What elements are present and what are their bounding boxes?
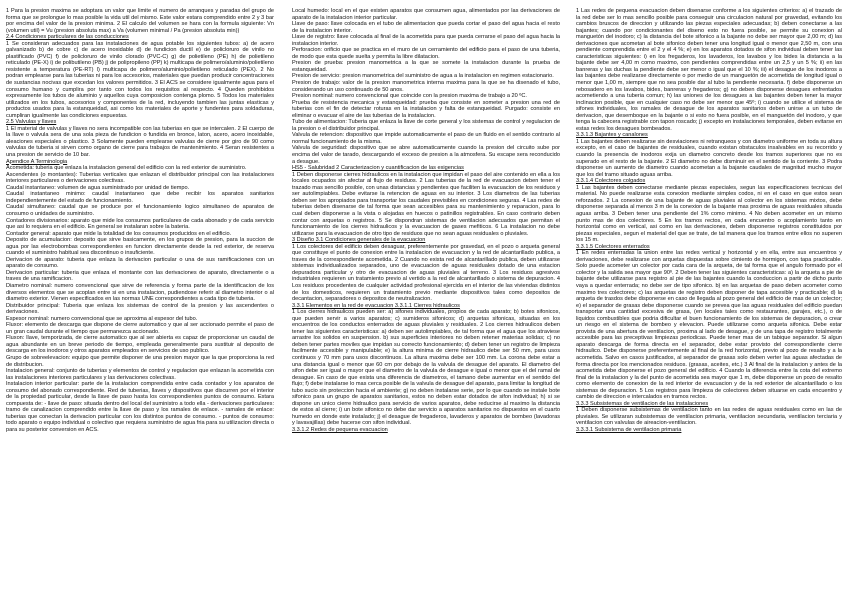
body-paragraph: Derivacion de aparato: tuberia que enlaza la derivacion particular o una de sus ramificaciones con un aparato de consumo. <box>6 256 274 270</box>
section-heading: Apendice A Terminologia <box>6 158 68 165</box>
text-column-2 <box>292 8 560 596</box>
body-paragraph: 1 Los colectores del edificio deben desaguar, preferentemente por gravedad, en el pozo o arqueta general que constituye el punto de conexion entre la instalacion de evacuacion y la red de alcantarillado publica, a traves de la correspondiente acometida. 2 Cuando no exista red de alcantarillado publica, deben utilizarse sistemas individualizados separados, uno de evacuacion de aguas residuales dotado de una estacion depuradora particular y otro de evacuacion de aguas pluviales al terreno. 3 Los residuos agresivos industriales requieren un tratamiento previo al vertido a la red de alcantarillado o sistema de depuracion. 4 Los residuos procedentes de cualquier actividad profesional ejercida en el interior de las viviendas distintos de los domesticos, requieren un tratamiento previo mediante dispositivos tales como depositos de decantacion, separadores o depositos de neutralizacion. <box>292 243 560 303</box>
text-column-1 <box>6 8 274 596</box>
section-heading: 3.3.1.3 Bajantes y canalones <box>576 132 648 139</box>
body-paragraph: 1 Las bajantes deben conectarse mediante piezas especiales, segun las especificaciones tecnicas del material. No puede realizarse esta conexion mediante simples codos, ni en el caso en que estos sean reforzados. 2 La conexion de una bajante de aguas pluviales al colector en los sistemas mixtos, debe disponerse separada al menos 3 m de la conexion de la bajante mas proxima de aguas residuales situada aguas arriba. 3 Deben tener una pendiente del 1% como minimo. 4 No deben acometer en un mismo punto mas de dos colectores. 5 En los tramos rectos, en cada encuentro o acoplamiento tanto en horizontal como en vertical, asi como en las derivaciones, deben disponerse registros constituidos por piezas especiales, segun el material del que se trate, de tal manera que los tramos entre ellos no superen los 15 m. <box>576 184 842 244</box>
body-paragraph: Espesor nominal: numero convencional que se aproxima al espesor del tubo. <box>6 315 198 322</box>
body-paragraph: Perforacion: orificio que se practica en el muro de un cerramiento del edificio para el paso de una tuberia, de modo que esta quede suelta y permita la libre dilatacion. <box>292 47 560 60</box>
body-paragraph: 1 El material de valvulas y llaves no sera incompatible con las tuberias en que se intercalen. 2 El cuerpo de la llave o valvula sera de una sola pieza de fundicion o fundida en bronce, laton, acero, acero inoxidable, aleaciones especiales o plastico. 3 Solamente pueden emplearse valvulas de cierre por giro de 90 como valvulas de tuberia si sirven como organo de cierre para trabajos de mantenimiento. 4 Seran resistentes a una presion de servicio de 10 bar. <box>6 125 274 159</box>
body-paragraph: Valvula de retencion: dispositivo que impide automaticamente el paso de un fluido en el sentido contrario al normal funcionamiento de la misma. <box>292 132 560 145</box>
body-paragraph: Contador general: aparato que mide la totalidad de los consumos producidos en el edificio. <box>6 230 232 237</box>
body-paragraph: Llave de registro: llave colocada al final de la acometida para que pueda cerrarse el paso del agua hacia la instalacion interior. <box>292 34 560 47</box>
body-paragraph: Derivacion particular: tuberia que enlaza el montante con las derivaciones de aparato, directamente o a traves de una ramificacion. <box>6 269 274 283</box>
body-paragraph: 1 Las bajantes deben realizarse sin desviaciones ni retranqueos y con diametro uniforme en toda su altura excepto, en el caso de bajantes de residuales, cuando existan obstaculos insalvables en su recorrido y cuando la presencia de inodoros exija un diametro concreto desde los tramos superiores que no es superado en el resto de la bajante. 2 El diametro no debe disminuir en el sentido de la corriente. 3 Podra disponerse un aumento de diametro cuando acometan a la bajante caudales de magnitud mucho mayor que los del tramo situado aguas arriba. <box>576 138 842 178</box>
body-paragraph: Distribuidor principal: Tuberia que enlaza los sistemas de control de la presion y las ascendentes o derivaciones. <box>6 302 274 316</box>
body-paragraph: 1 En redes enterradas la union entre las redes vertical y horizontal y en ella, entre sus encuentros y derivaciones, debe realizarse con arquetas dispuestas sobre cimiento de hormigon, con tapa practicable. Solo puede acometer un colector por cada cara de la arqueta, de tal forma que el angulo formado por el colector y la salida sea mayor que 90º. 2 Deben tener las siguientes caracteristicas: a) la arqueta a pie de bajante debe utilizarse para registro al pie de las bajantes cuando la conduccion a partir de dicho punto vaya a quedar enterrada; no debe ser de tipo sifonico. b) en las arquetas de paso deben acometer como maximo tres colectores; c) las arquetas de registro deben disponer de tapa accesible y practicable; d) la arqueta de trasdos debe disponerse en caso de llegada al pozo general del edificio de mas de un colector; e) el separador de grasas debe disponerse cuando se prevea que las aguas residuales del edificio puedan transportar una cantidad excesiva de grasa, (en locales tales como restaurantes, garajes, etc.), o de liquidos combustibles que podria dificultar el buen funcionamiento de los sistemas de depuracion, o crear un riesgo en el sistema de bombeo y elevacion. Puede utilizarse como arqueta sifonica. Debe estar provista de una abertura de ventilacion, proxima al lado de desague, y de una tapa de registro totalmente accesible para las preceptivas limpiezas periodicas. Puede tener mas de un tabique separador. Si algun aparato descarga de forma directa en el separador, debe estar provisto del correspondiente cierre hidraulico. Debe disponerse preferentemente al final de la red horizontal, previo al pozo de resalto y a la acometida. Salvo en casos justificados, al separador de grasas solo deben verter las aguas afectadas de forma directa por los mencionados residuos. (grasas, aceites, etc.) 3 Al final de la instalacion y antes de la acometida debe disponerse el pozo general del edificio. 4 Cuando la diferencia entre la cota del extremo final de la instalacion y la del punto de acometida sea mayor que 1 m, debe disponerse un pozo de resalto como elemento de conexion de la red interior de evacuacion y de la red exterior de alcantarillado o los sistemas de depuracion. 5 Los registros para limpieza de colectores deben situarse en cada encuentro y cambio de direccion e intercalados en tramos rectos. <box>576 250 842 401</box>
body-paragraph: Presion nominal: numero convencional que coincide con la presion maxima de trabajo a 20 ºC. <box>292 93 527 100</box>
section-heading: 2.4 Condiciones particulares de las conducciones <box>6 34 129 41</box>
body-paragraph: Caudal simultaneo: caudal que se produce por el funcionamiento logico simultaneo de aparatos de consumo o unidades de suministro. <box>6 204 274 217</box>
section-heading: 3.3.1.5 Colectores enterrados <box>576 243 650 250</box>
body-paragraph: Ascendentes (o montantes): Tuberias verticales que enlazan el distribuidor principal con las instalaciones interiores particulares o derivaciones colectivas. <box>6 171 274 185</box>
body-paragraph: 1 Las redes de pequena evacuacion deben disenarse conforme a los siguientes criterios: a) el trazado de la red debe ser lo mas sencillo posible para conseguir una circulacion natural por gravedad, evitando los cambios bruscos de direccion y utilizando las piezas especiales adecuadas; b) deben conectarse a las bajantes; cuando por condicionantes del diseno esto no fuera posible, se permite su conexion al manguetón del inodoro; c) la distancia del bote sifonico a la bajante no debe ser mayor que 2,00 m; d) las derivaciones que acometan al bote sifonico deben tener una longitud igual o menor que 2,50 m, con una pendiente comprendida entre el 2 y el 4 %; e) en los aparatos dotados de sifon individual deben tener las caracteristicas siguientes: i) en los fregaderos, los lavaderos, los lavabos y los bides la distancia a la bajante debe ser 4,00 m como maximo, con pendientes comprendidas entre un 2,5 y un 5 %; ii) en las banreras y las duchas la pendiente debe ser menor o igual que el 10 %; iii) el desague de los inodoros a las bajantes debe realizarse directamente o por medio de un manguetón de acometida de longitud igual o menor que 1,00 m, siempre que no sea posible dar al tubo la pendiente necesaria. f) debe disponerse un rebosadero en los lavabos, bides, banreras y fregaderos; g) no deben disponerse desagues enfrentados acometiendo a una tuberia comun; h) las uniones de los desagues a las bajantes deben tener la mayor inclinacion posible, que en cualquier caso no debe ser menor que 45º; i) cuando se utilice el sistema de sifones individuales, los ramales de desague de los aparatos sanitarios deben unirse a un tubo de derivacion, que desemboque en la bajante o si esto no fuera posible, en el manguetón del inodoro, y que tenga la cabecera registrable con tapon roscado; j) excepto en instalaciones temporales, deben evitarse en estas redes los desagues bombeados. <box>576 8 842 132</box>
section-heading: 3.3.1 Elementos en la red de evacuacion 3.3.1.1 Cierres hidraulicos <box>292 302 460 309</box>
body-paragraph: Caudal instantaneo minimo: caudal instantaneo que debe recibir los aparatos sanitarios independientemente del estado de funcionamiento. <box>6 191 274 204</box>
body-paragraph: 1 Los cierres hidraulicos pueden ser: a) sifones individuales, propios de cada aparato; b) botes sifonicos, que pueden servir a varios aparatos; c) sumideros sifonicos; d) arquetas sifonicas, situadas en los encuentros de los conductos enterrados de aguas pluviales y residuales. 2 Los cierres hidraulicos deben tener las siguientes caracteristicas: a) deben ser autolimpiables, de tal forma que el agua que los atraviese arrastre los solidos en suspension. b) sus superficies interiores no deben retener materias solidas; c) no deben tener partes moviles que impidan su correcto funcionamiento; d) deben tener un registro de limpieza facilmente accesible y manipulable; e) la altura minima de cierre hidraulico debe ser 50 mm, para usos continuos y 70 mm para usos discontinuos. La altura maxima debe ser 100 mm. La corona debe estar a una distancia igual o menor que 60 cm por debajo de la valvula de desague del aparato. El diametro del sifon debe ser igual o mayor que el diametro de la valvula de desague e igual o menor que el del ramal de desague. En caso de que exista una diferencia de diametros, el tamano debe aumentar en el sentido del flujo; f) debe instalarse lo mas cerca posible de la valvula de desague del aparato, para limitar la longitud de tubo sucio sin proteccion hacia el ambiente; g) no deben instalarse serie, por lo que cuando se instale bote sifonico para un grupo de aparatos sanitarios, estos no deben estar dotados de sifon individual; h) si se dispone un unico cierre hidraulico para servicio de varios aparatos, debe reducirse al maximo la distancia de estos al cierre; i) un bote sifonico no debe dar servicio a aparatos sanitarios no dispuestos en el cuarto humedo en donde este instalado; j) el desague de fregaderos, lavaderos y aparatos de bombeo (lavadoras y lavavajillas) debe hacerse con sifon individual. <box>292 309 560 427</box>
section-heading: 3.3.3.1 Subsistema de ventilacion primaria <box>576 427 682 433</box>
section-heading: 2.5 Valvulas y llaves <box>6 119 57 126</box>
body-paragraph: Instalacion interior particular: parte de la instalacion comprendida entre cada contador y los aparatos de consumo del abonado correspondiente. Red de tuberias, llaves y dispositivos que discurren por el interior de la propiedad particular, desde la llave de paso hasta los correspondientes puntos de consumo. Estara compuesta de: - llave de paso: situada dentro del local del suministro a todo ella - derivaciones particulares: tramo de canalizacion comprendido entre la llave de paso y los ramales de enlace. - ramales de enlace: tuberias que conectan la derivacion particular con los distintos puntos de consumo. - puntos de consumo: todo aparato o equipo individual o colectivo que requiera suministro de agua fria para su utilizacion directa o para su posterior conversion en ACS. <box>6 381 274 433</box>
body-paragraph: Contadores divisionarios: aparato que mide los consumos particulares de cada abonado y de cada servicio que asi lo requiera en el edificio. En general se instalaran sobre la bateria. <box>6 217 274 231</box>
section-heading: 3 Diseño 3.1 Condiciones generales de la evacuacion <box>292 237 426 244</box>
body-paragraph: Fluxon: llave, temporizada, de cierre automatico que al ser abierta es capaz de proporcionar un caudal de agua abundante en un breve periodo de tiempo, empleada generalmente para sustituir al deposito de descarga en los inodoros y otros aparatos empleados en servicios de uso publico. <box>6 335 274 355</box>
section-heading: 3.3.1.2 Redes de pequena evacuacion <box>292 427 388 433</box>
body-paragraph: Tubo de alimentacion: Tuberia que enlaza la llave de corte general y los sistemas de control y regulacion de la presion o el distribuidor principal. <box>292 119 560 132</box>
body-paragraph: 1 Para la presion maxima se adoptara un valor que limite el numero de arranques y paradas del grupo de forma que se prolongue lo mas posible la vida util del mismo. Este valor estara comprendido entre 2 y 3 bar por encima del valor de la presion minima. 2 El calculo del volumen se hara con la formula siguiente: Vn (volumen util) = Vu (presion absoluta max) a Va (volumen minimal / Pa (presion absoluta min)) <box>6 8 274 34</box>
body-paragraph: Local humedo: local en el que existen aparatos que consumen agua, alimentados por las derivaciones de aparato de la instalacion interior particular. <box>292 8 560 21</box>
body-paragraph: Deposito de acumulacion: deposito que sirve basicamente, en los grupos de presion, para la succion de agua por las electrobombas correspondientes en funcion directamente desde la red exterior, de reserva cuando el suministro habitual sea discontinuo o insuficiente. <box>6 237 274 257</box>
body-paragraph: Presion de prueba: presion manometrica a la que se somete la instalacion durante la prueba de estanqueidad. <box>292 60 560 73</box>
body-paragraph: Grupo de sobreelevacion: equipo que permite disponer de una presion mayor que la que proporciona la red de distribucion. <box>6 354 274 368</box>
body-paragraph: Diametro nominal: numero convencional que sirve de referencia y forma parte de la identificacion de los diversos elementos que se acoplan entre si en una instalacion, pudiendose referir al diametro interior o al diametro exterior. Vienen especificados en las normas UNE correspondientes a cada tipo de tuberia. <box>6 282 274 303</box>
body-paragraph: Valvula de seguridad: dispositivo que se abre automaticamente cuando la presion del circuito sube por encima del valor de tarado, descargando el exceso de presion a la atmosfera. Su escape sera reconducido a desague. <box>292 145 560 165</box>
section-heading: HS5 - Salubridad 2 Caracterizacion y cuantificacion de las exigencias <box>292 165 464 172</box>
body-paragraph: Llave de paso: llave colocada en el tubo de alimentacion que pueda cortar el paso del agua hacia el resto de la instalacion interior. <box>292 21 560 34</box>
body-paragraph: Instalacion general: conjunto de tuberias y elementos de control y regulacion que enlazan la acometida con las instalaciones interiores particulares y las derivaciones colectivas. <box>6 368 274 381</box>
body-paragraph: Caudal instantaneo: volumen de agua suministrado por unidad de tiempo. <box>6 184 190 191</box>
body-paragraph: Acometida: tuberia que enlaza la instalacion general del edificio con la red exterior de suministro. <box>6 165 247 172</box>
body-paragraph: Presion de trabajo: valor de la presion manometrica interna maxima para la que se ha disenado el tubo, considerando un uso continuado de 50 anos. <box>292 80 560 93</box>
section-heading: 3.3.3 Subsistemas de ventilacion de las instalaciones <box>576 400 709 407</box>
body-paragraph: 1 Deben disponerse subsistemas de ventilacion tanto en las redes de aguas residuales como en las de pluviales. Se utilizaran subsistemas de ventilacion primaria, ventilacion secundaria, ventilacion terciaria y ventilacion con valvulas de aireacion-ventilacion. <box>576 407 842 427</box>
body-paragraph: Presion de servicio: presion manometrica del suministro de agua a la instalacion en regimen estacionario. <box>292 73 554 80</box>
body-paragraph: 1 Deben disponerse cierres hidraulicos en la instalacion que impidan el paso del aire contenido en ella a los locales ocupados sin afectar al flujo de residuos. 2 Las tuberias de la red de evacuacion deben tener el trazado mas sencillo posible, con unas distancias y pendientes que faciliten la evacuacion de los residuos y ser autolimpiables. Debe evitarse la retencion de aguas en su interior. 3 Los diametros de las tuberias deben ser los apropiados para transportar los caudales previsibles en condiciones seguras. 4 Las redes de tuberias deben disenarse de tal forma que sean accesibles para su mantenimiento y reparacion, para lo cual deben disponerse a la vista o alojadas en huecos o patinillos registrables. En caso contrario deben contar con arquetas o registros. 5 Se dispondran sistemas de ventilacion adecuados que permitan el funcionamiento de los cierres hidraulicos y la evacuacion de gases mefiticos. 6 La instalacion no debe utilizarse para la evacuacion de otro tipo de residuos que no sean aguas residuales o pluviales. <box>292 171 560 237</box>
text-column-3 <box>576 8 842 596</box>
body-paragraph: Prueba de resistencia mecanica y estanqueidad: prueba que consiste en someter a presion una red de tuberias con el fin de detectar roturas en la instalacion y falta de estanqueidad. Purgado: consiste en eliminar o evacuar el aire de las tuberias de la instalacion. <box>292 99 560 119</box>
body-paragraph: Fluxor: elemento de descarga que dispone de cierre automatico y que al ser accionado permite el paso de un gran caudal durante el tiempo que permanezca accionado. <box>6 322 274 335</box>
body-paragraph: 1 Se consideran adecuados para las instalaciones de agua potable los siguientes tubos: a) de acero galvanizado b) de cobre c) de acero inoxidable d) de fundicion ductil e) de policloruro de vinilo no plastificado (PVC) f) de policloruro de vinilo clorado (PVC-C) g) de polietileno (PE) h) de polietileno reticulado (PE-X) i) de polibutileno (PB) j) de polipropileno (PP) k) multicapa de polimero/aluminio/polietileno resistente a temperatura (PE-RT) l) multicapa de polimero/aluminio/polietileno reticulado (PEX). 2 No podran emplearse para las tuberias ni para los accesorios, materiales que puedan producir concentraciones de sustancias nocivas que excedan los valores permitidos. 3 El ACS se considere igualmente agua para el consumo humano y cumplira por tanto con todos los requisitos al respecto. 4 Queden prohibidos expresamente los tubos de aluminio y aquellos cuya composicion contenga plomo. 5 Todos los materiales utilizados en los tubos, accesorios y componentes de la red, incluyendo tambien las juntas elasticas y productos usados para la estanqueidad, asi como los materiales de aporte y fundentes para soldaduras, cumpliran igualmente las condiciones expuestas. <box>6 40 274 119</box>
section-heading: 3.3.1.4 Colectores colgados <box>576 178 646 185</box>
